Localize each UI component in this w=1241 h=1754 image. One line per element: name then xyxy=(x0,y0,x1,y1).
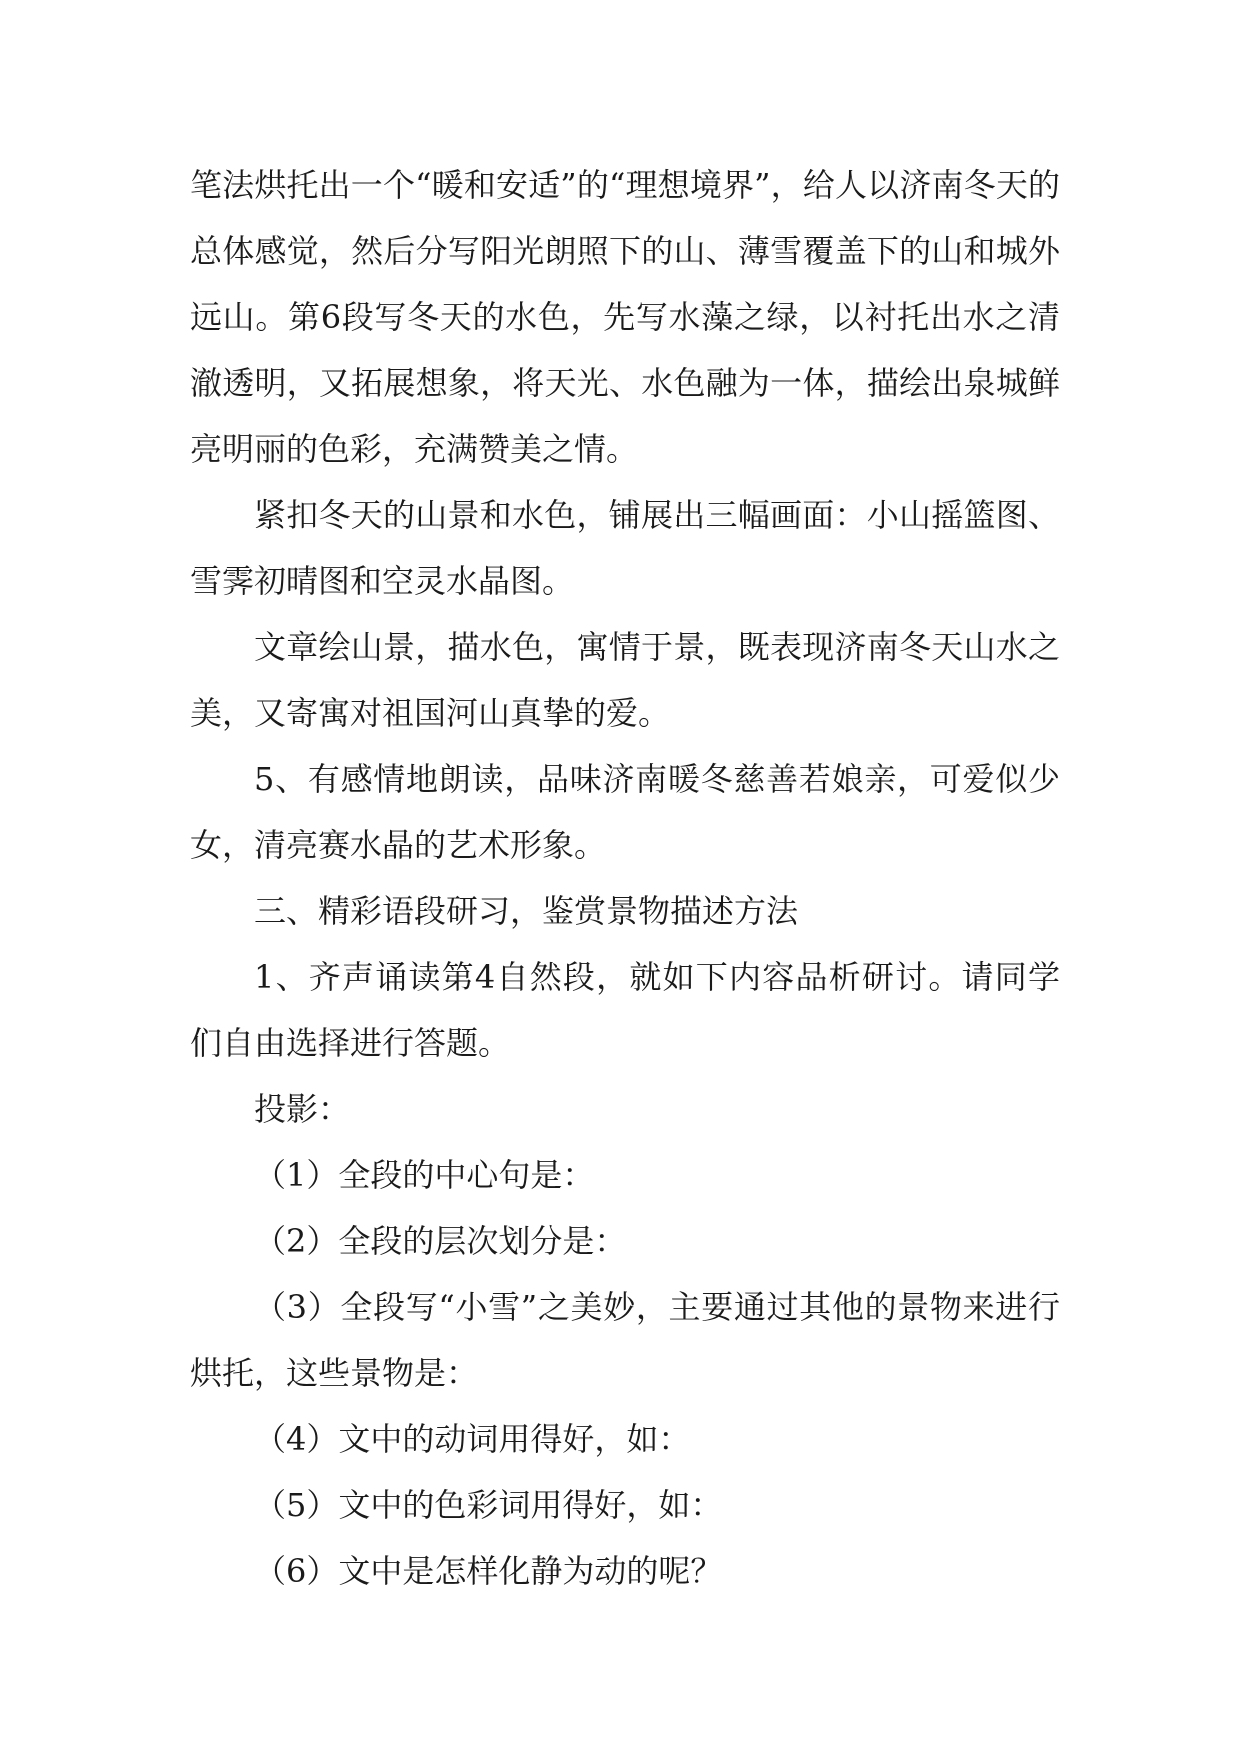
section-heading: 三、精彩语段研习，鉴赏景物描述方法 xyxy=(254,892,799,930)
question-1: （1）全段的中心句是： xyxy=(254,1156,595,1194)
question-5: （5）文中的色彩词用得好，如： xyxy=(254,1486,723,1524)
question-3: （3）全段写“小雪”之美妙，主要通过其他的景物来进行烘托，这些景物是： xyxy=(190,1288,1060,1392)
question-6: （6）文中是怎样化静为动的呢？ xyxy=(254,1552,723,1590)
paragraph-3: 文章绘山景，描水色，寓情于景，既表现济南冬天山水之美，又寄寓对祖国河山真挚的爱。 xyxy=(190,628,1060,732)
paragraph-4: 5、有感情地朗读，品味济南暖冬慈善若娘亲，可爱似少女，清亮赛水晶的艺术形象。 xyxy=(190,760,1060,864)
paragraph-2: 紧扣冬天的山景和水色，铺展出三幅画面：小山摇篮图、雪霁初晴图和空灵水晶图。 xyxy=(190,496,1060,600)
paragraph-1: 笔法烘托出一个“暖和安适”的“理想境界”，给人以济南冬天的总体感觉，然后分写阳光朗照下的山、薄雪覆盖下的山和城外远山。第6段写冬天的水色，先写水藻之绿，以衬托出水之清澈透明，又拓展想象，将天光、水色融为一体，描绘出泉城鲜亮明丽的色彩，充满赞美之情。 xyxy=(190,166,1060,468)
paragraph-6: 1、齐声诵读第4自然段，就如下内容品析研讨。请同学们自由选择进行答题。 xyxy=(190,958,1060,1062)
document-body xyxy=(190,152,1060,1604)
question-2: （2）全段的层次划分是： xyxy=(254,1222,627,1260)
projection-label: 投影： xyxy=(254,1090,351,1128)
question-4: （4）文中的动词用得好，如： xyxy=(254,1420,691,1458)
